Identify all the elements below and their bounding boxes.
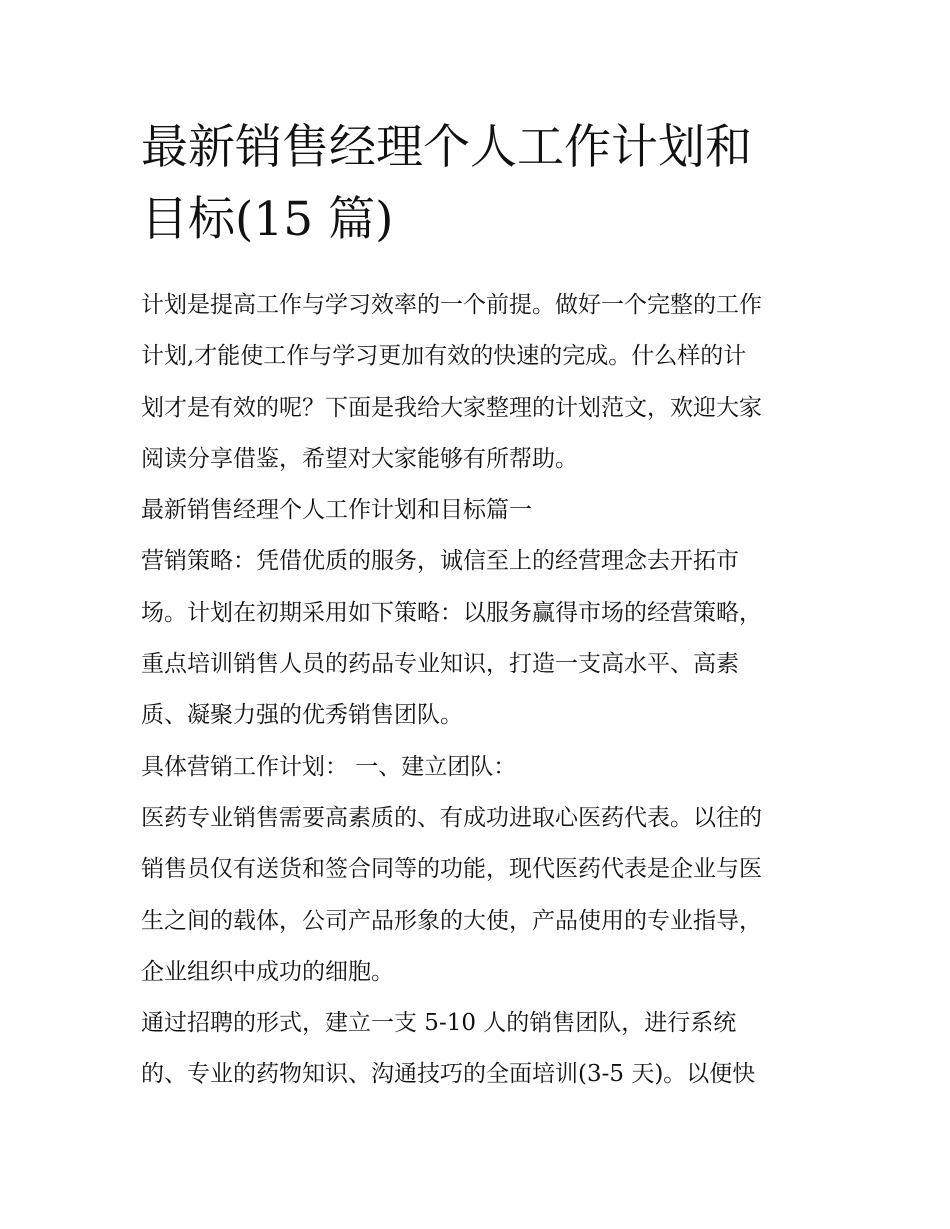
body-line: 场。计划在初期采用如下策略：以服务赢得市场的经营策略， bbox=[141, 599, 762, 626]
body-line: 计划,才能使工作与学习更加有效的快速的完成。什么样的计 bbox=[141, 343, 747, 370]
body-line: 的、专业的药物知识、沟通技巧的全面培训(3-5 天)。以便快 bbox=[141, 1061, 756, 1088]
body-line: 企业组织中成功的细胞。 bbox=[141, 958, 394, 985]
body-line: 阅读分享借鉴，希望对大家能够有所帮助。 bbox=[141, 445, 578, 472]
title-line-2: 目标(15 篇) bbox=[141, 192, 394, 247]
document-title bbox=[141, 112, 821, 256]
section-heading: 最新销售经理个人工作计划和目标篇一 bbox=[141, 497, 532, 524]
body-line: 销售员仅有送货和签合同等的功能，现代医药代表是企业与医 bbox=[141, 856, 762, 883]
sub-heading: 具体营销工作计划： 一、建立团队： bbox=[141, 753, 517, 780]
body-line: 计划是提高工作与学习效率的一个前提。做好一个完整的工作 bbox=[141, 292, 762, 318]
title-line-1: 最新销售经理个人工作计划和 bbox=[141, 120, 752, 175]
body-line: 划才是有效的呢？下面是我给大家整理的计划范文，欢迎大家 bbox=[141, 394, 762, 421]
body-line: 营销策略：凭借优质的服务，诚信至上的经营理念去开拓市 bbox=[141, 548, 739, 575]
body-line: 生之间的载体，公司产品形象的大使，产品使用的专业指导， bbox=[141, 907, 762, 934]
body-line: 质、凝聚力强的优秀销售团队。 bbox=[141, 702, 463, 729]
body-line: 重点培训销售人员的药品专业知识，打造一支高水平、高素 bbox=[141, 651, 739, 678]
body-line: 通过招聘的形式，建立一支 5-10 人的销售团队，进行系统 bbox=[141, 1010, 737, 1037]
document-body bbox=[141, 280, 831, 1101]
body-line: 医药专业销售需要高素质的、有成功进取心医药代表。以往的 bbox=[141, 804, 762, 831]
